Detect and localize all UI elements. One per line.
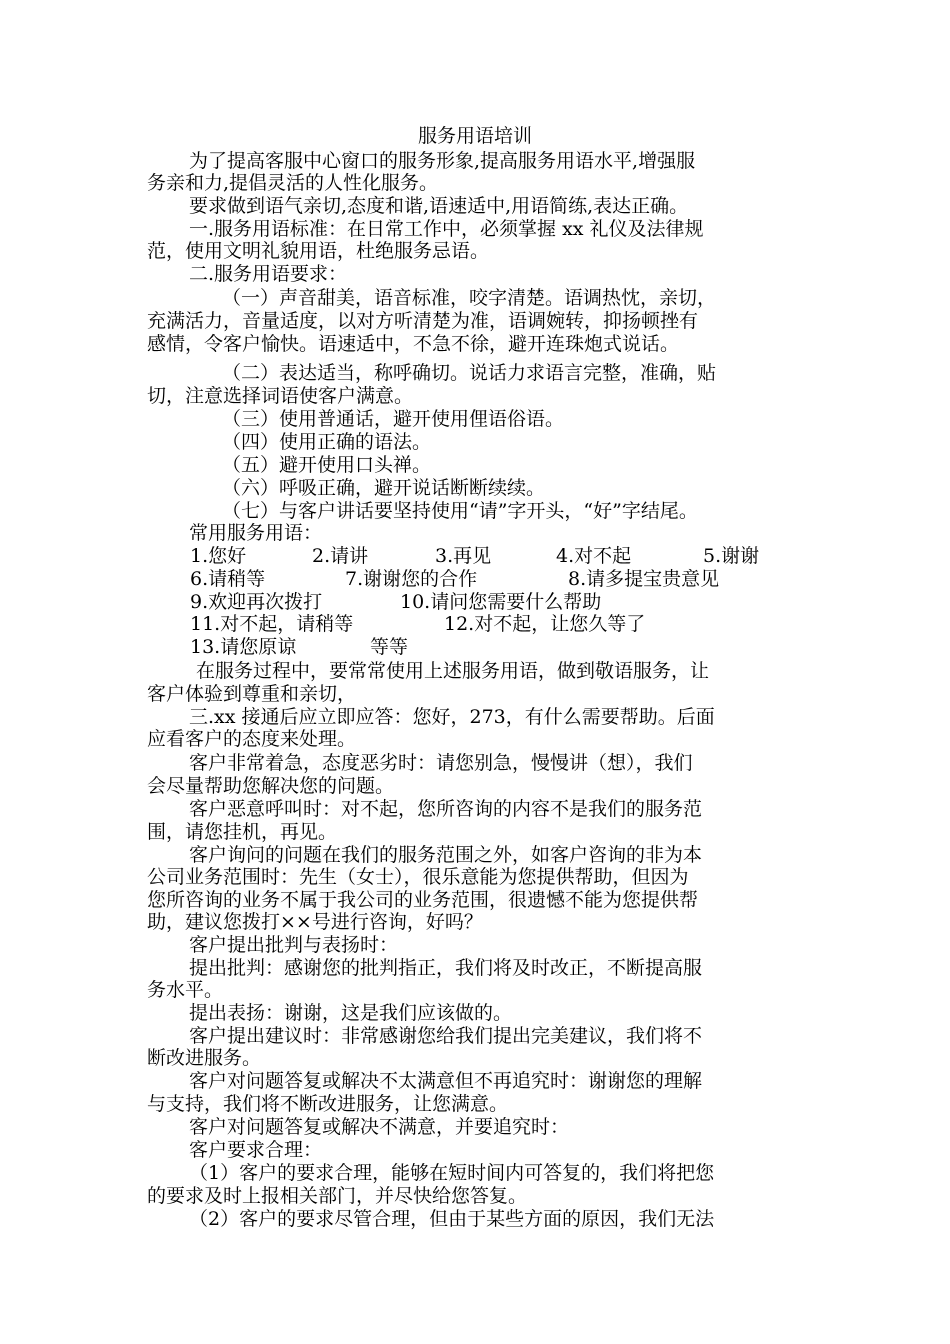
section-heading: 常用服务用语： (189, 522, 323, 544)
paragraph-line: （二）表达适当，称呼确切。说话力求语言完整，准确，贴 (222, 362, 717, 384)
paragraph-line: 客户对问题答复或解决不满意，并要追究时： (189, 1116, 570, 1138)
phrase-item: 5.谢谢 (703, 545, 760, 567)
paragraph-line: 要求做到语气亲切,态度和谐,语速适中,用语简练,表达正确。 (189, 195, 689, 217)
paragraph-line: 应看客户的态度来处理。 (147, 728, 357, 750)
list-item: （五）避开使用口头禅。 (222, 454, 432, 476)
paragraph-line: 充满活力，音量适度，以对方听清楚为准，语调婉转，抑扬顿挫有 (147, 310, 699, 332)
paragraph-line: （2）客户的要求尽管合理，但由于某些方面的原因，我们无法 (189, 1208, 715, 1230)
phrase-item: 12.对不起，让您久等了 (444, 613, 646, 635)
paragraph-line: 感情，令客户愉快。语速适中，不急不徐，避开连珠炮式说话。 (147, 333, 680, 355)
section-heading: 二.服务用语要求： (189, 263, 348, 285)
list-item: （七）与客户讲话要坚持使用“请”字开头，“好”字结尾。 (222, 500, 698, 522)
paragraph-line: 围，请您挂机，再见。 (147, 821, 338, 843)
paragraph-line: 与支持，我们将不断改进服务，让您满意。 (147, 1093, 509, 1115)
paragraph-line: 客户体验到尊重和亲切， (147, 683, 357, 705)
paragraph-line: 务亲和力,提倡灵活的人性化服务。 (147, 172, 439, 194)
paragraph-line: （1）客户的要求合理，能够在短时间内可答复的，我们将把您 (189, 1162, 715, 1184)
phrase-item: 9.欢迎再次拨打 (190, 591, 323, 613)
paragraph-line: 范，使用文明礼貌用语，杜绝服务忌语。 (147, 240, 490, 262)
list-item: （六）呼吸正确，避开说话断断续续。 (222, 477, 546, 499)
paragraph-line: 客户提出批判与表扬时： (189, 934, 399, 956)
paragraph-line: 为了提高客服中心窗口的服务形象,提高服务用语水平,增强服 (189, 150, 696, 172)
document-title: 服务用语培训 (417, 125, 532, 147)
phrase-item: 等等 (370, 636, 409, 658)
phrase-row (0, 568, 950, 591)
phrase-item: 1.您好 (190, 545, 247, 567)
paragraph-line: 客户对问题答复或解决不太满意但不再追究时：谢谢您的理解 (189, 1070, 703, 1092)
phrase-row (0, 591, 950, 614)
phrase-item: 2.请讲 (312, 545, 369, 567)
phrase-item: 10.请问您需要什么帮助 (400, 591, 602, 613)
paragraph-line: （一）声音甜美，语音标准，咬字清楚。语调热忱，亲切， (222, 287, 717, 309)
phrase-row (0, 613, 950, 636)
list-item: （四）使用正确的语法。 (222, 431, 432, 453)
paragraph-line: 客户要求合理： (189, 1139, 323, 1161)
phrase-item: 3.再见 (435, 545, 492, 567)
phrase-item: 6.请稍等 (190, 568, 266, 590)
phrase-item: 8.请多提宝贵意见 (568, 568, 720, 590)
paragraph-line: 提出表扬：谢谢，这是我们应该做的。 (189, 1002, 513, 1024)
paragraph-line: 公司业务范围时：先生（女士），很乐意能为您提供帮助，但因为 (147, 866, 689, 888)
paragraph-line: 客户询问的问题在我们的服务范围之外，如客户咨询的非为本 (189, 844, 703, 866)
paragraph-line: 在服务过程中，要常常使用上述服务用语，做到敬语服务，让 (196, 660, 710, 682)
phrase-item: 7.谢谢您的合作 (345, 568, 478, 590)
paragraph-line: 助，建议您拨打××号进行咨询，好吗？ (147, 911, 483, 933)
phrase-item: 13.请您原谅 (190, 636, 297, 658)
paragraph-line: 提出批判：感谢您的批判指正，我们将及时改正，不断提高服 (189, 957, 703, 979)
phrase-item: 11.对不起，请稍等 (190, 613, 354, 635)
paragraph-line: 客户非常着急，态度恶劣时：请您别急，慢慢讲（想），我们 (189, 752, 693, 774)
paragraph-line: 您所咨询的业务不属于我公司的业务范围，很遗憾不能为您提供帮 (147, 889, 699, 911)
list-item: （三）使用普通话，避开使用俚语俗语。 (222, 408, 565, 430)
phrase-row (0, 545, 950, 568)
paragraph-line: 切，注意选择词语使客户满意。 (147, 385, 414, 407)
paragraph-line: 断改进服务。 (147, 1047, 262, 1069)
phrase-row (0, 636, 950, 659)
paragraph-line: 客户恶意呼叫时：对不起，您所咨询的内容不是我们的服务范 (189, 798, 703, 820)
paragraph-line: 的要求及时上报相关部门，并尽快给您答复。 (147, 1185, 528, 1207)
paragraph-line: 一.服务用语标准：在日常工作中，必须掌握 xx 礼仪及法律规 (189, 218, 704, 240)
paragraph-line: 会尽量帮助您解决您的问题。 (147, 775, 395, 797)
phrase-item: 4.对不起 (556, 545, 632, 567)
paragraph-line: 务水平。 (147, 979, 224, 1001)
section-heading: 三.xx 接通后应立即应答：您好，273，有什么需要帮助。后面 (189, 706, 715, 728)
paragraph-line: 客户提出建议时：非常感谢您给我们提出完美建议，我们将不 (189, 1025, 703, 1047)
